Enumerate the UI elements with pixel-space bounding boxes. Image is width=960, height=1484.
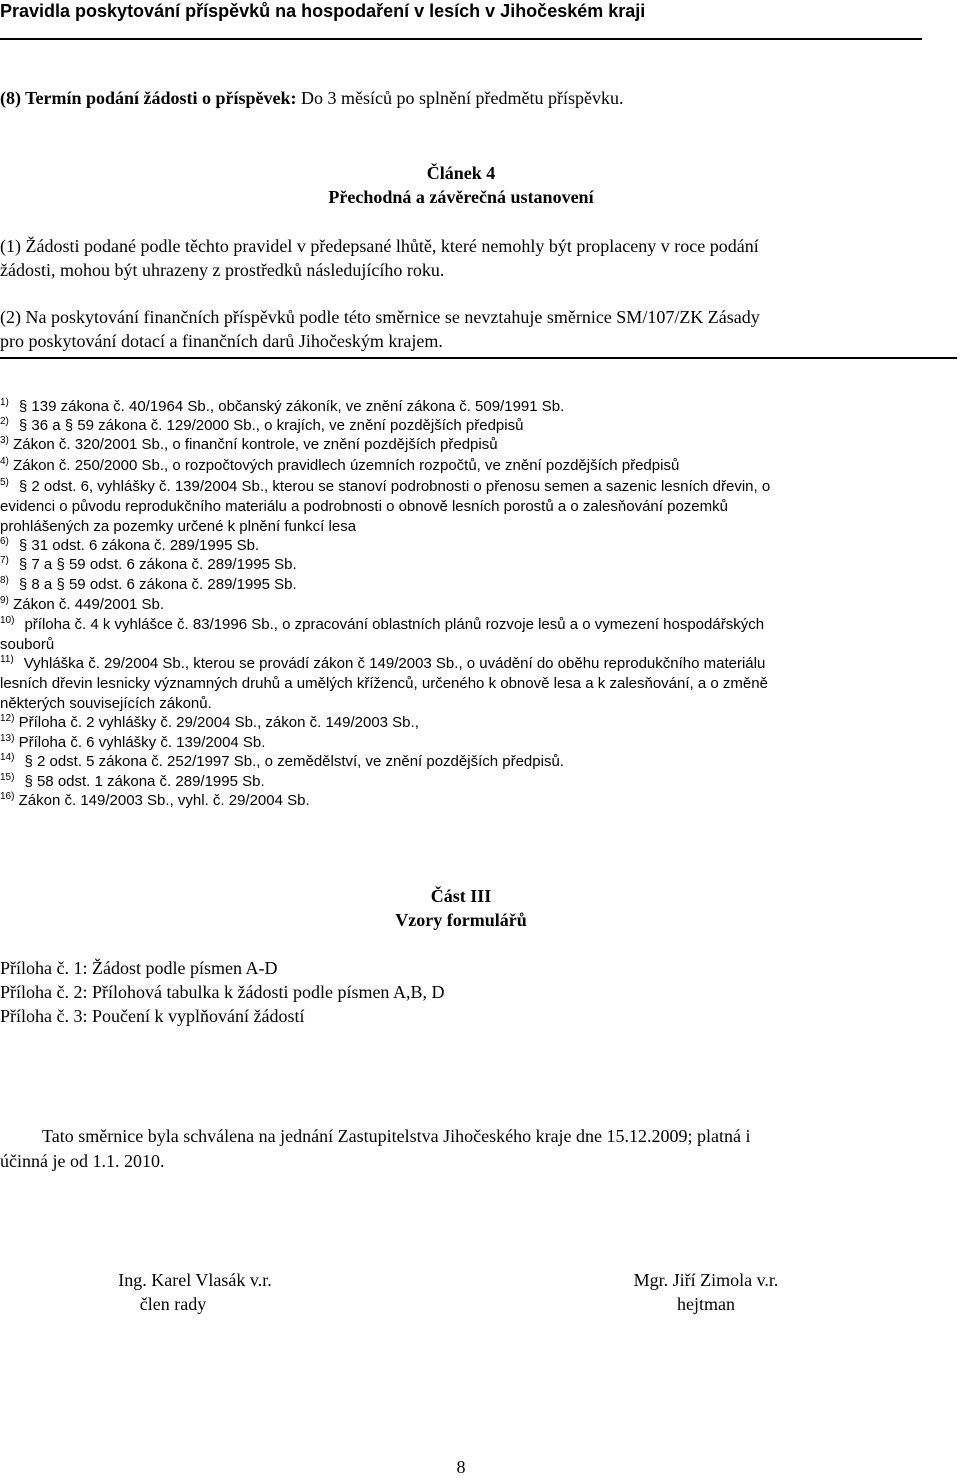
section-8 bbox=[0, 88, 624, 109]
footnote-text: Vyhláška č. 29/2004 Sb., kterou se provádí zákon č 149/2003 Sb., o uvádění do oběhu reprodukčního materiálu bbox=[23, 655, 766, 672]
section-sign: § bbox=[18, 398, 28, 415]
section-sign: § bbox=[56, 576, 65, 593]
footnote-4 bbox=[0, 457, 679, 475]
footnote-marker: 8) bbox=[0, 575, 9, 586]
part-subheading: Vzory formulářů bbox=[395, 910, 527, 930]
article-p2-line1: (2) Na poskytování finančních příspěvků podle této směrnice se nevztahuje směrnice SM/107/ZK Zásady bbox=[0, 307, 760, 327]
footnote-marker: 11) bbox=[0, 654, 14, 665]
footnote-11-line2: lesních dřevin lesnicky významných druhů a umělých kříženců, určeného k obnově lesa a k zalesňování, a o změně bbox=[0, 675, 768, 692]
signature-right-name: Mgr. Jiří Zimola v.r. bbox=[633, 1270, 779, 1290]
footnote-marker: 14) bbox=[0, 752, 15, 763]
footnote-marker: 12) bbox=[0, 713, 15, 724]
section-sign: § bbox=[24, 773, 33, 790]
footnote-text: 59 odst. 6 zákona č. 289/1995 Sb. bbox=[68, 556, 297, 573]
section-8-text: Do 3 měsíců po splnění předmětu příspěvku. bbox=[296, 88, 624, 108]
footnote-2 bbox=[0, 417, 523, 435]
article-p1-line2: žádosti, mohou být uhrazeny z prostředků následujícího roku. bbox=[0, 260, 445, 280]
footnote-text: 2 odst. 5 zákona č. 252/1997 Sb., o zemědělství, ve znění pozdějších předpisů. bbox=[36, 753, 564, 770]
attachment-2: Příloha č. 2: Přílohová tabulka k žádosti podle písmen A,B, D bbox=[0, 982, 445, 1002]
section-sign: § bbox=[24, 753, 33, 770]
footnote-text: příloha č. 4 k vyhlášce č. 83/1996 Sb., o zpracování oblastních plánů rozvoje lesů a o vymezení hospodářských bbox=[24, 616, 765, 633]
attachment-1: Příloha č. 1: Žádost podle písmen A-D bbox=[0, 958, 278, 978]
footnote-3 bbox=[0, 436, 498, 454]
footnote-marker: 6) bbox=[0, 536, 9, 547]
footnote-15 bbox=[0, 773, 265, 791]
footnote-text: 7 a bbox=[31, 556, 57, 573]
article-p2-line2: pro poskytování dotací a finančních darů Jihočeským krajem. bbox=[0, 331, 443, 351]
section-sign: § bbox=[18, 478, 28, 495]
footnote-10-line2: souborů bbox=[0, 636, 55, 653]
article-heading: Článek 4 bbox=[426, 163, 496, 183]
running-header: Pravidla poskytování příspěvků na hospodaření v lesích v Jihočeském kraji bbox=[0, 1, 646, 21]
footnote-text: Zákon č. 320/2001 Sb., o finanční kontrole, ve znění pozdějších předpisů bbox=[13, 436, 498, 453]
footnote-text: Zákon č. 250/2000 Sb., o rozpočtových pravidlech územních rozpočtů, ve znění pozdějších předpisů bbox=[13, 457, 680, 474]
footnote-marker: 7) bbox=[0, 555, 9, 566]
footnote-6 bbox=[0, 537, 259, 555]
article-subheading: Přechodná a závěrečná ustanovení bbox=[328, 187, 594, 207]
footnote-16 bbox=[0, 792, 310, 810]
footnote-marker: 13) bbox=[0, 733, 15, 744]
section-sign: § bbox=[56, 556, 65, 573]
footnote-marker: 15) bbox=[0, 772, 15, 783]
footnote-text: Zákon č. 149/2003 Sb., vyhl. č. 29/2004 Sb. bbox=[18, 792, 310, 809]
section-sign: § bbox=[18, 417, 28, 434]
approval-line1: Tato směrnice byla schválena na jednání Zastupitelstva Jihočeského kraje dne 15.12.2009; platná i bbox=[42, 1126, 751, 1146]
approval-line2: účinná je od 1.1. 2010. bbox=[0, 1151, 165, 1171]
footnote-marker: 2) bbox=[0, 416, 9, 427]
footnote-marker: 9) bbox=[0, 595, 9, 606]
footnote-text: 58 odst. 1 zákona č. 289/1995 Sb. bbox=[36, 773, 265, 790]
footnote-7 bbox=[0, 556, 297, 574]
footnote-5-line3: prohlášených za pozemky určené k plnění funkcí lesa bbox=[0, 518, 357, 535]
footnote-text: 59 odst. 6 zákona č. 289/1995 Sb. bbox=[68, 576, 297, 593]
footnote-text: 8 a bbox=[31, 576, 57, 593]
footnote-text: Zákon č. 449/2001 Sb. bbox=[13, 596, 165, 613]
attachment-3: Příloha č. 3: Poučení k vyplňování žádostí bbox=[0, 1006, 305, 1026]
footnote-text: 139 zákona č. 40/1964 Sb., občanský zákoník, ve znění zákona č. 509/1991 Sb. bbox=[31, 398, 565, 415]
article-p1-line1: (1) Žádosti podané podle těchto pravidel v předepsané lhůtě, které nemohly být proplaceny v roce podání bbox=[0, 236, 759, 256]
footnote-text: Příloha č. 6 vyhlášky č. 139/2004 Sb. bbox=[18, 734, 266, 751]
footnote-marker: 10) bbox=[0, 615, 15, 626]
footnote-text: 2 odst. 6, vyhlášky č. 139/2004 Sb., kterou se stanoví podrobnosti o přenosu semen a sazenic lesních dřevin, o bbox=[31, 478, 771, 495]
page-number: 8 bbox=[456, 1457, 466, 1477]
footnote-text: 31 odst. 6 zákona č. 289/1995 Sb. bbox=[31, 537, 260, 554]
footnote-13 bbox=[0, 734, 265, 752]
footnote-text: 36 a bbox=[31, 417, 65, 434]
footnote-5-line1 bbox=[0, 478, 770, 496]
footnote-marker: 3) bbox=[0, 435, 9, 446]
signature-left-name: Ing. Karel Vlasák v.r. bbox=[118, 1270, 272, 1290]
footnote-marker: 5) bbox=[0, 477, 9, 488]
section-sign: § bbox=[18, 556, 28, 573]
section-sign: § bbox=[18, 537, 28, 554]
section-sign: § bbox=[18, 576, 28, 593]
signature-right-role: hejtman bbox=[677, 1294, 735, 1314]
header-divider bbox=[0, 38, 922, 40]
footnote-12 bbox=[0, 714, 419, 732]
footnote-1 bbox=[0, 398, 564, 416]
footnote-text: Příloha č. 2 vyhlášky č. 29/2004 Sb., zákon č. 149/2003 Sb., bbox=[18, 714, 419, 731]
footnote-14 bbox=[0, 753, 564, 771]
signature-left-role: člen rady bbox=[139, 1294, 207, 1314]
footnote-10-line1 bbox=[0, 616, 764, 634]
footnote-marker: 16) bbox=[0, 791, 15, 802]
footnote-8 bbox=[0, 576, 297, 594]
footnote-9 bbox=[0, 596, 164, 614]
footnote-11-line3: některých souvisejících zákonů. bbox=[0, 695, 212, 712]
section-8-label: (8) Termín podání žádosti o příspěvek: bbox=[0, 88, 297, 108]
part-heading: Část III bbox=[430, 886, 492, 906]
footnote-marker: 1) bbox=[0, 397, 9, 408]
footnote-divider bbox=[0, 357, 957, 359]
footnote-marker: 4) bbox=[0, 456, 9, 467]
section-sign: § bbox=[64, 417, 74, 434]
footnote-text: 59 zákona č. 129/2000 Sb., o krajích, ve znění pozdějších předpisů bbox=[77, 417, 524, 434]
footnote-11-line1 bbox=[0, 655, 765, 673]
footnote-5-line2: evidenci o původu reprodukčního materiálu a podrobnosti o obnově lesních porostů a o zalesňování pozemků bbox=[0, 498, 728, 515]
